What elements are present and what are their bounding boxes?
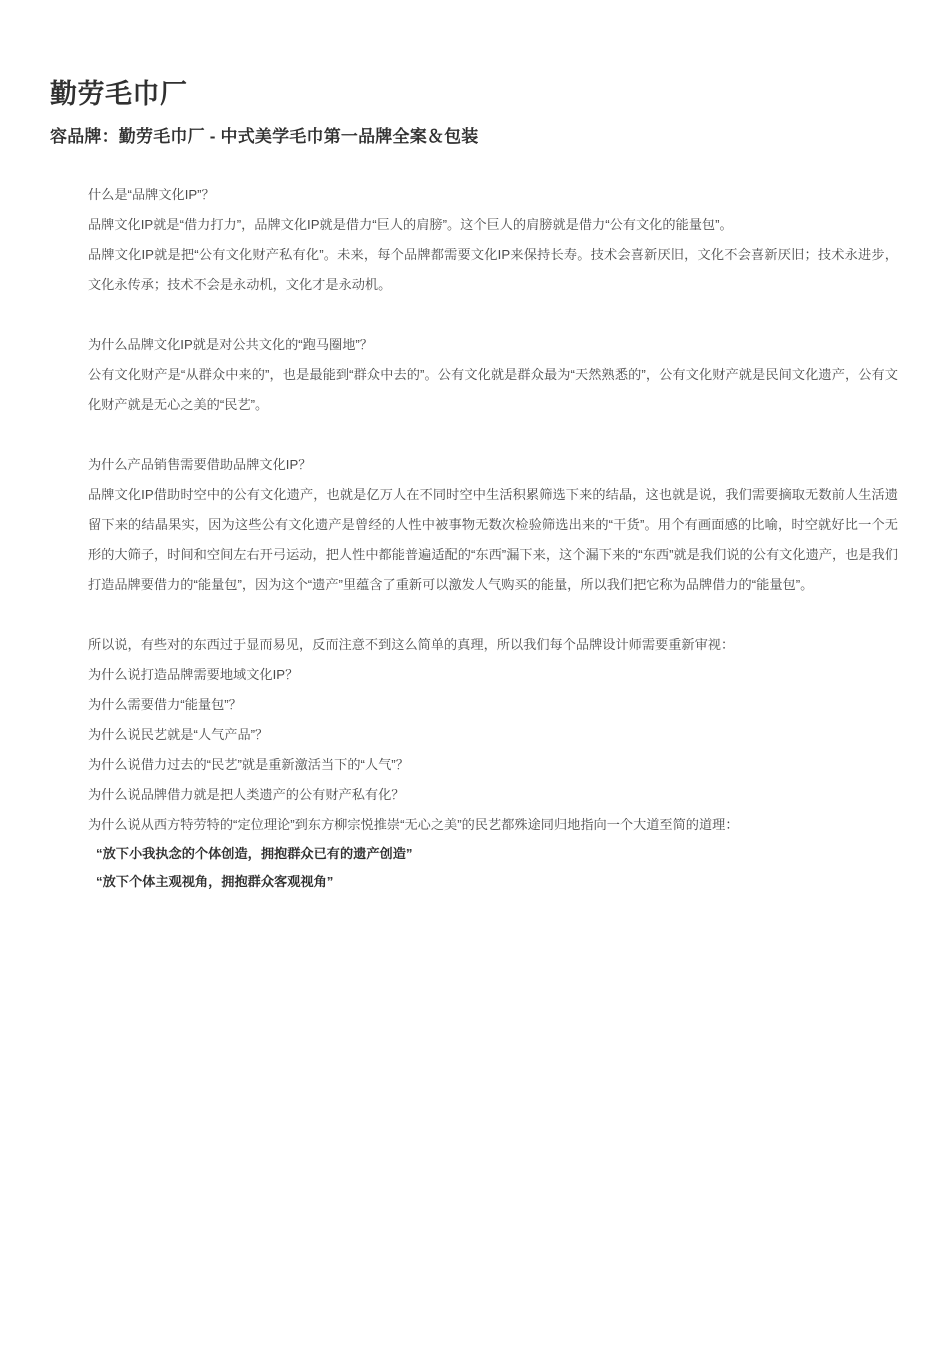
paragraph: 品牌文化IP就是把“公有文化财产私有化”。未来，每个品牌都需要文化IP来保持长寿。技术会喜新厌旧，文化不会喜新厌旧；技术永进步，文化永传承；技术不会是永动机，文化才是永动机。 bbox=[88, 247, 898, 292]
page-title: 勤劳毛巾厂 bbox=[50, 79, 188, 109]
paragraph: 为什么说借力过去的“民艺”就是重新激活当下的“人气”？ bbox=[88, 757, 409, 772]
paragraph: 所以说，有些对的东西过于显而易见，反而注意不到这么简单的真理，所以我们每个品牌设计师需要重新审视： bbox=[88, 637, 735, 652]
section-questions bbox=[88, 630, 898, 840]
paragraph: 为什么说打造品牌需要地域文化IP？ bbox=[88, 667, 299, 682]
paragraph: 什么是“品牌文化IP”？ bbox=[88, 187, 215, 202]
section-divider bbox=[88, 420, 898, 450]
section-what-is-brand-ip bbox=[88, 180, 898, 300]
document-body bbox=[88, 180, 898, 896]
page-subtitle: 容品牌：勤劳毛巾厂 - 中式美学毛巾第一品牌全案＆包装 bbox=[50, 127, 479, 146]
quote-line: “放下小我执念的个体创造，拥抱群众已有的遗产创造” bbox=[96, 846, 413, 861]
paragraph: 为什么说从西方特劳特的“定位理论”到东方柳宗悦推崇“无心之美”的民艺都殊途同归地指向一个大道至简的道理： bbox=[88, 817, 739, 832]
paragraph: 为什么产品销售需要借助品牌文化IP？ bbox=[88, 457, 312, 472]
paragraph: 为什么说品牌借力就是把人类遗产的公有财产私有化？ bbox=[88, 787, 405, 802]
paragraph: 为什么说民艺就是“人气产品”？ bbox=[88, 727, 269, 742]
quote-line: “放下个体主观视角，拥抱群众客观视角” bbox=[96, 874, 334, 889]
section-product-sales bbox=[88, 450, 898, 600]
section-divider bbox=[88, 300, 898, 330]
paragraph: 公有文化财产是“从群众中来的”，也是最能到“群众中去的”。公有文化就是群众最为“天然熟悉的”，公有文化财产就是民间文化遗产，公有文化财产就是无心之美的“民艺”。 bbox=[88, 367, 898, 412]
section-quotes bbox=[88, 840, 898, 896]
paragraph: 为什么需要借力“能量包”？ bbox=[88, 697, 242, 712]
paragraph: 为什么品牌文化IP就是对公共文化的“跑马圈地”？ bbox=[88, 337, 373, 352]
section-public-culture bbox=[88, 330, 898, 420]
paragraph: 品牌文化IP借助时空中的公有文化遗产，也就是亿万人在不同时空中生活积累筛选下来的结晶，这也就是说，我们需要摘取无数前人生活遗留下来的结晶果实，因为这些公有文化遗产是曾经的人性中被事物无数次检验筛选出来的“干货”。用个有画面感的比喻，时空就好比一个无形的大筛子，时间和空间左右开弓运动，把人性中都能普遍适配的“东西”漏下来，这个漏下来的“东西”就是我们说的公有文化遗产，也是我们打造品牌要借力的“能量包”，因为这个“遗产”里蕴含了重新可以激发人气购买的能量，所以我们把它称为品牌借力的“能量包”。 bbox=[88, 487, 898, 592]
section-divider bbox=[88, 600, 898, 630]
paragraph: 品牌文化IP就是“借力打力”，品牌文化IP就是借力“巨人的肩膀”。这个巨人的肩膀就是借力“公有文化的能量包”。 bbox=[88, 217, 733, 232]
